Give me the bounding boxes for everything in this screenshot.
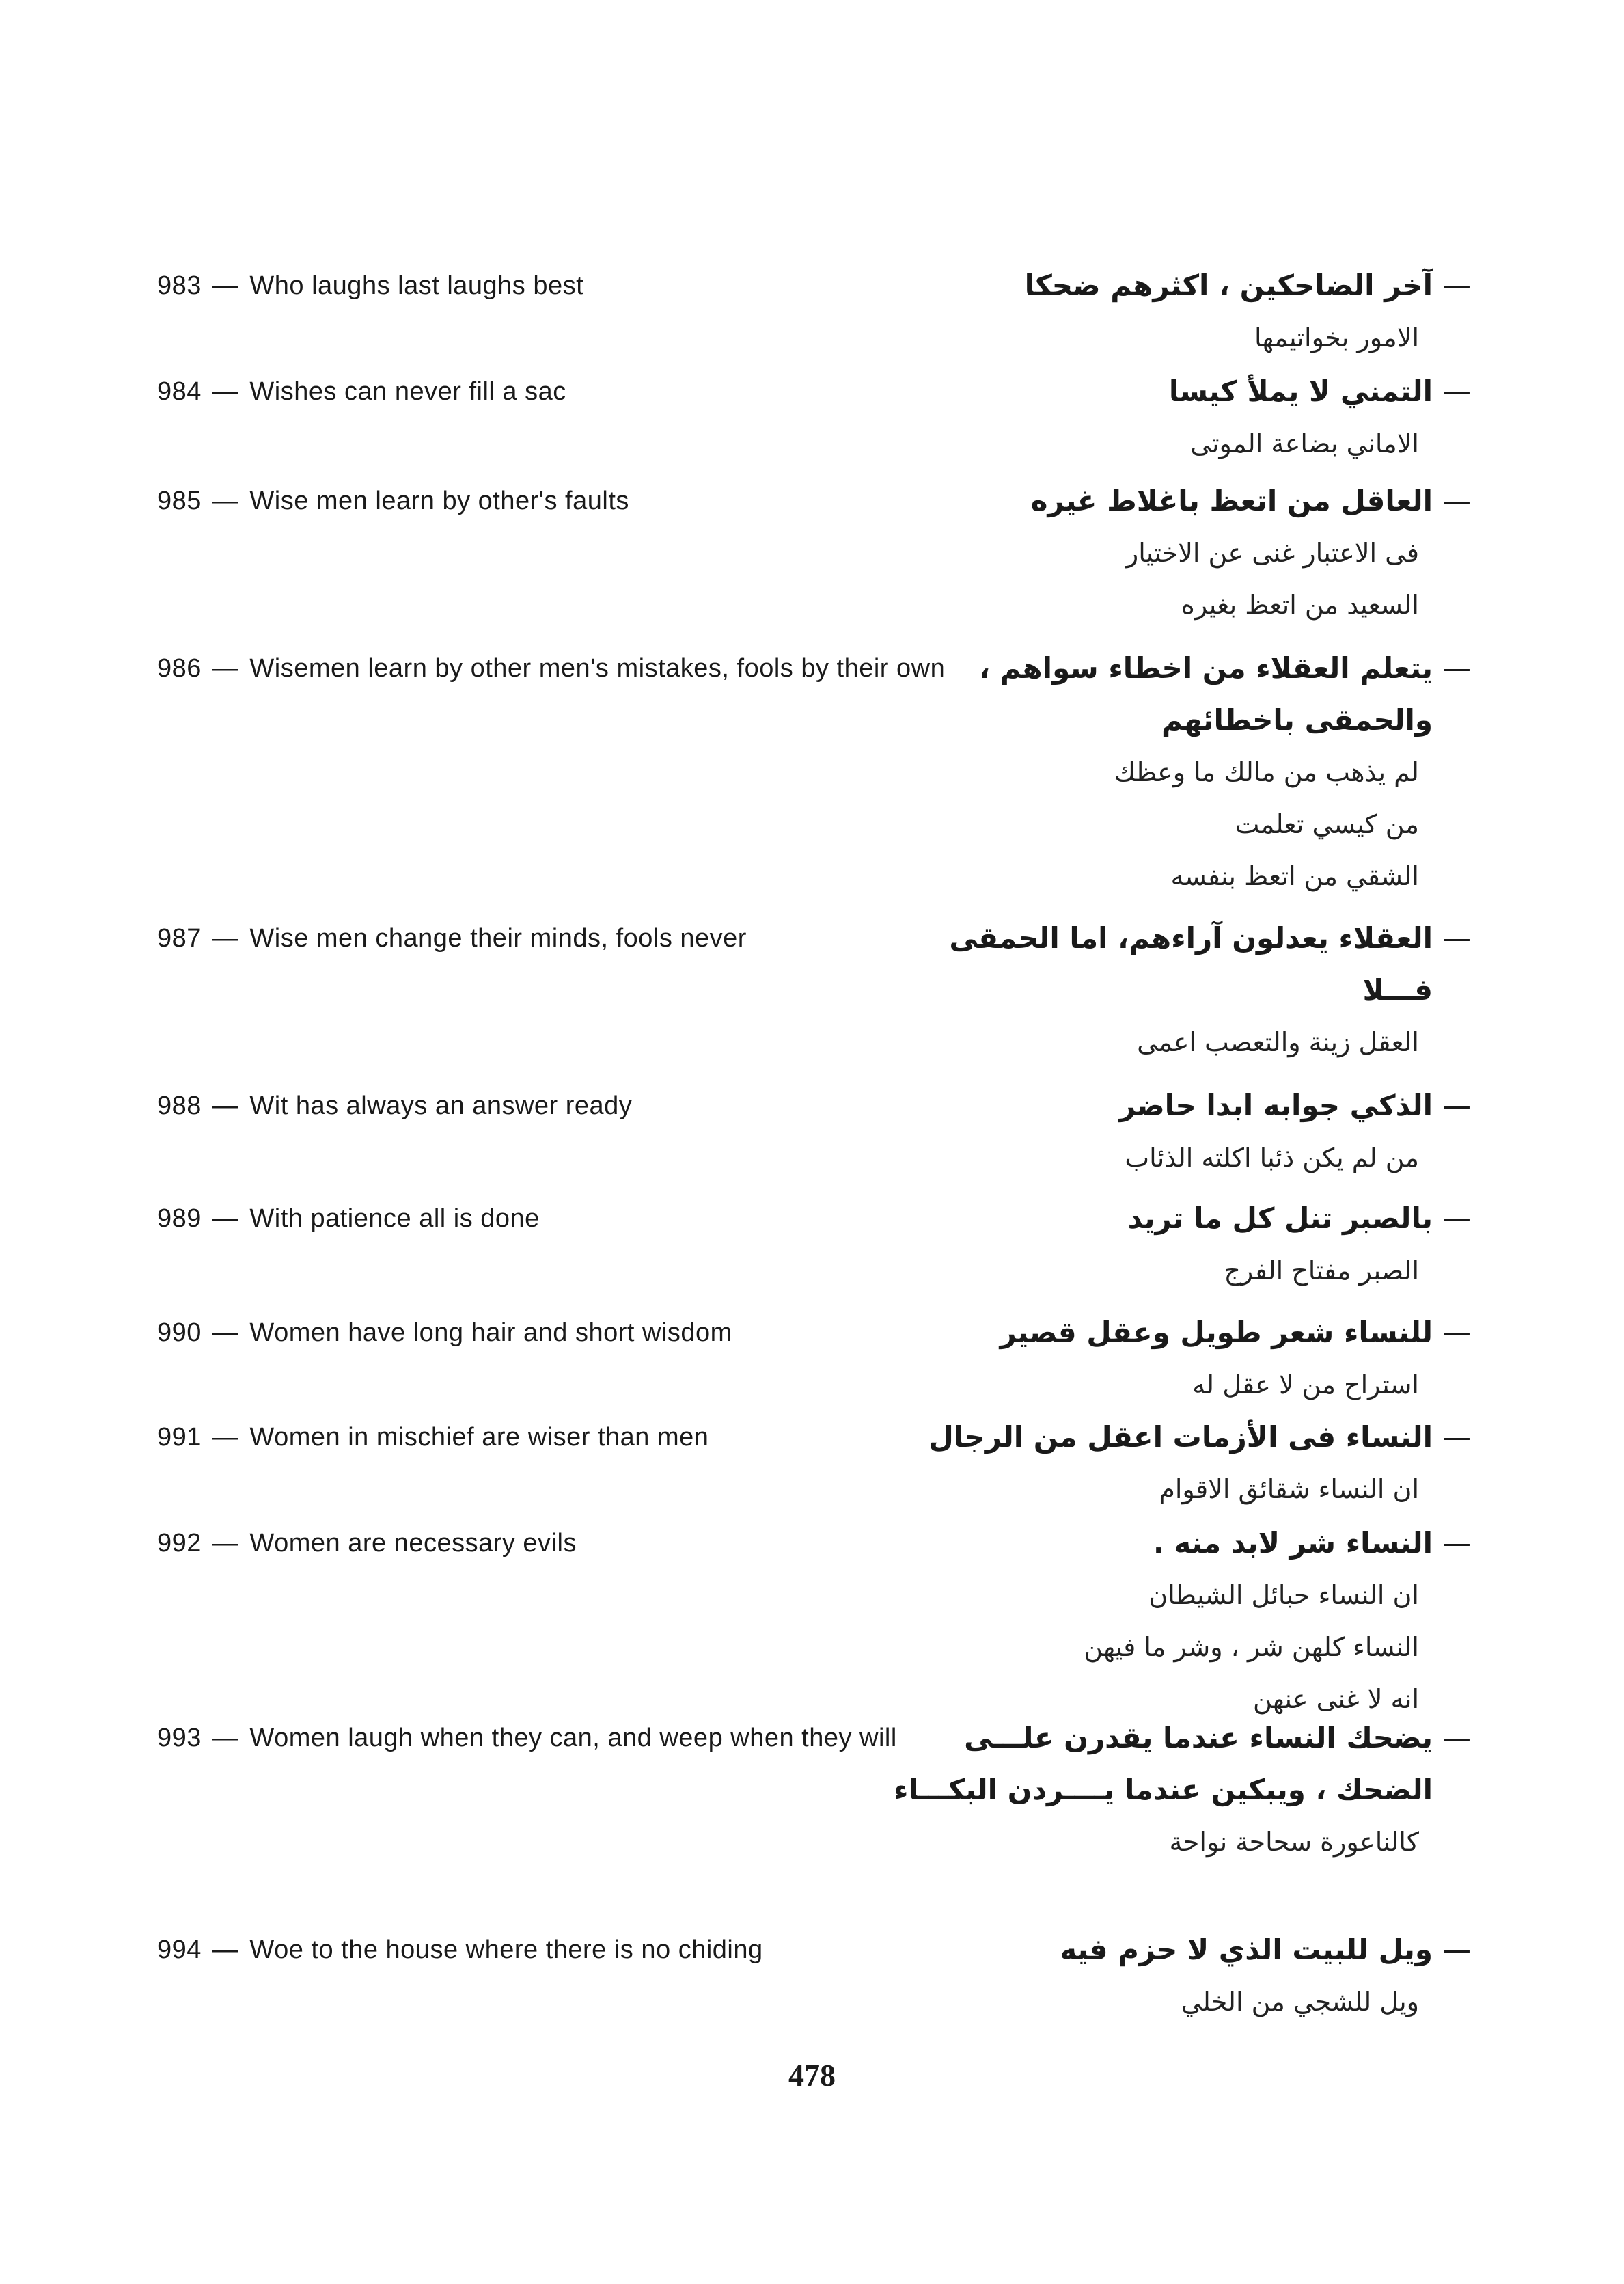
arabic-equivalent: ان النساء حبائل الشيطان	[1148, 1580, 1419, 1610]
arabic-proverb	[893, 642, 1481, 902]
arabic-text: يضحك النساء عندما يقدرن علـــى الضحك ، ويبكين عندما يــــردن البكـــاء	[893, 1721, 1433, 1806]
arabic-text: العاقل من اتعظ باغلاط غيره	[1030, 484, 1433, 517]
english-text: Women are necessary evils	[249, 1529, 577, 1558]
arabic-proverb	[893, 1080, 1481, 1184]
em-dash: —	[212, 654, 239, 683]
arabic-proverb	[893, 260, 1481, 364]
arabic-proverb	[893, 366, 1481, 470]
proverb-number: 992	[157, 1529, 202, 1558]
arabic-main-line	[893, 912, 1481, 1016]
english-proverb	[157, 366, 963, 418]
em-dash: —	[212, 1091, 239, 1120]
english-proverb	[157, 1712, 963, 1764]
arabic-proverb	[893, 1193, 1481, 1296]
arabic-main-line	[893, 1924, 1481, 1976]
proverb-number: 986	[157, 654, 202, 683]
english-text: Women in mischief are wiser than men	[249, 1423, 709, 1452]
english-proverb	[157, 642, 963, 694]
arabic-main-line	[893, 642, 1481, 746]
proverb-number: 984	[157, 377, 202, 406]
english-text: Wisemen learn by other men's mistakes, fools by their own	[249, 654, 946, 683]
proverb-number: 983	[157, 271, 202, 300]
arabic-text: للنساء شعر طويل وعقل قصير	[1000, 1316, 1433, 1349]
arabic-proverb	[893, 1307, 1481, 1411]
arabic-main-line	[893, 1307, 1481, 1359]
page-number: 478	[788, 2058, 836, 2093]
arabic-equivalent: كالناعورة سحاحة نواحة	[1169, 1827, 1419, 1857]
arabic-equivalent: ويل للشجي من الخلي	[1181, 1987, 1419, 2017]
english-text: Wit has always an answer ready	[249, 1091, 633, 1120]
em-dash: —	[1442, 1420, 1471, 1454]
arabic-main-line	[893, 1712, 1481, 1816]
em-dash: —	[1442, 651, 1471, 685]
em-dash: —	[212, 924, 239, 953]
proverb-number: 991	[157, 1423, 202, 1452]
arabic-equivalent: الشقي من اتعظ بنفسه	[1170, 861, 1419, 891]
arabic-proverb	[893, 475, 1481, 631]
arabic-main-line	[893, 475, 1481, 527]
arabic-equivalent: النساء كلهن شر ، وشر ما فيهن	[1084, 1632, 1419, 1662]
arabic-equivalent: الاماني بضاعة الموتى	[1190, 429, 1419, 459]
arabic-main-line	[893, 366, 1481, 418]
english-proverb	[157, 260, 963, 312]
em-dash: —	[212, 1529, 239, 1558]
em-dash: —	[1442, 1089, 1471, 1122]
arabic-proverb	[893, 1517, 1481, 1725]
proverb-number: 990	[157, 1318, 202, 1347]
arabic-equivalent: من كيسي تعلمت	[1235, 809, 1419, 839]
arabic-text: العقلاء يعدلون آراءهم، اما الحمقى فـــلا	[949, 921, 1433, 1007]
arabic-proverb	[893, 912, 1481, 1068]
arabic-text: بالصبر تنل كل ما تريد	[1127, 1201, 1433, 1235]
em-dash: —	[212, 1423, 239, 1452]
arabic-text: النساء شر لابد منه .	[1153, 1526, 1433, 1560]
em-dash: —	[212, 1724, 239, 1752]
em-dash: —	[1442, 1526, 1471, 1560]
arabic-main-line	[893, 260, 1481, 312]
arabic-text: التمني لا يملأ كيسا	[1168, 375, 1433, 408]
arabic-equivalent: انه لا غنى عنهن	[1252, 1684, 1419, 1714]
arabic-equivalent: الصبر مفتاح الفرج	[1224, 1255, 1419, 1286]
arabic-text: آخر الضاحكين ، اكثرهم ضحكا	[1024, 269, 1433, 302]
arabic-main-line	[893, 1193, 1481, 1245]
english-proverb	[157, 1193, 963, 1245]
em-dash: —	[1442, 1721, 1471, 1754]
english-text: Who laughs last laughs best	[249, 271, 584, 300]
proverb-number: 989	[157, 1204, 202, 1233]
proverb-number: 987	[157, 924, 202, 953]
english-proverb	[157, 1517, 963, 1569]
arabic-proverb	[893, 1924, 1481, 2028]
arabic-equivalent: ان النساء شقائق الاقوام	[1159, 1474, 1419, 1504]
arabic-text: يتعلم العقلاء من اخطاء سواهم ، والحمقى باخطائهم	[979, 651, 1433, 737]
em-dash: —	[212, 487, 239, 515]
arabic-main-line	[893, 1411, 1481, 1463]
english-proverb	[157, 475, 963, 527]
arabic-main-line	[893, 1080, 1481, 1132]
em-dash: —	[1442, 269, 1471, 302]
english-text: Women have long hair and short wisdom	[249, 1318, 732, 1347]
em-dash: —	[212, 1935, 239, 1964]
em-dash: —	[1442, 484, 1471, 517]
english-proverb	[157, 1924, 963, 1976]
em-dash: —	[1442, 1201, 1471, 1235]
english-text: Woe to the house where there is no chiding	[249, 1935, 763, 1964]
proverb-number: 994	[157, 1935, 202, 1964]
arabic-main-line	[893, 1517, 1481, 1569]
arabic-equivalent: فى الاعتبار غنى عن الاختيار	[1125, 538, 1419, 568]
arabic-text: النساء فى الأزمات اعقل من الرجال	[928, 1420, 1433, 1454]
proverb-number: 988	[157, 1091, 202, 1120]
arabic-equivalent: لم يذهب من مالك ما وعظك	[1114, 757, 1419, 787]
em-dash: —	[212, 1318, 239, 1347]
arabic-equivalent: العقل زينة والتعصب اعمى	[1137, 1027, 1419, 1057]
em-dash: —	[1442, 1316, 1471, 1349]
em-dash: —	[212, 271, 239, 300]
em-dash: —	[1442, 1933, 1471, 1966]
english-text: Wishes can never fill a sac	[249, 377, 566, 406]
em-dash: —	[1442, 375, 1471, 408]
arabic-proverb	[893, 1411, 1481, 1515]
em-dash: —	[1442, 921, 1471, 955]
em-dash: —	[212, 377, 239, 406]
proverb-number: 993	[157, 1724, 202, 1752]
english-proverb	[157, 912, 963, 964]
proverb-number: 985	[157, 487, 202, 515]
english-text: Women laugh when they can, and weep when they will	[249, 1724, 897, 1752]
english-proverb	[157, 1411, 963, 1463]
arabic-equivalent: الامور بخواتيمها	[1254, 323, 1419, 353]
english-text: Wise men learn by other's faults	[249, 487, 629, 515]
english-proverb	[157, 1080, 963, 1132]
arabic-proverb	[893, 1712, 1481, 1868]
english-text: With patience all is done	[249, 1204, 540, 1233]
arabic-equivalent: استراح من لا عقل له	[1192, 1370, 1419, 1400]
arabic-text: الذكي جوابه ابدا حاضر	[1118, 1089, 1433, 1122]
english-proverb	[157, 1307, 963, 1359]
arabic-text: ويل للبيت الذي لا حزم فيه	[1060, 1933, 1433, 1966]
arabic-equivalent: السعيد من اتعظ بغيره	[1181, 590, 1419, 620]
em-dash: —	[212, 1204, 239, 1233]
english-text: Wise men change their minds, fools never	[249, 924, 747, 953]
arabic-equivalent: من لم يكن ذئبا اكلته الذئاب	[1125, 1143, 1419, 1173]
